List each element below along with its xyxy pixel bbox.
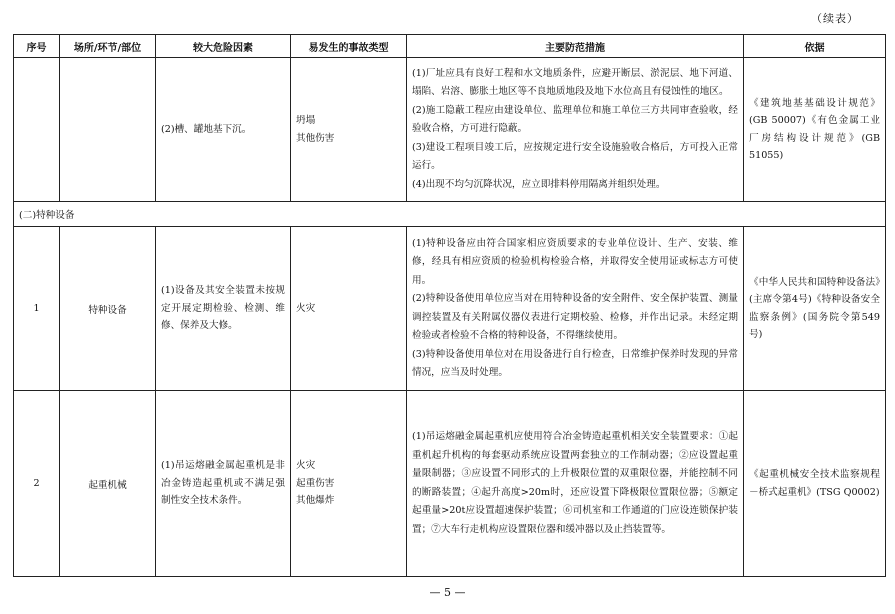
cell-accident (291, 58, 407, 202)
measure-item: (2)施工隐蔽工程应由建设单位、监理单位和施工单位三方共同审查验收，经验收合格，方可进行隐蔽。 (412, 104, 738, 135)
measure-item: (1)特种设备应由符合国家相应资质要求的专业单位设计、生产、安装、维修，经具有相应资质的检验机构检验合格，并取得安全使用证或标志方可使用。 (412, 237, 738, 286)
header-accident: 易发生的事故类型 (291, 35, 407, 58)
hazard-table (13, 34, 886, 577)
accident-type: 坍塌 (296, 115, 316, 126)
cell-basis: 《建筑地基基础设计规范》(GB 50007)《有色金属工业厂房结构设计规范》(GB 51055) (744, 58, 886, 202)
cell-accident (291, 391, 407, 577)
cell-basis: 《中华人民共和国特种设备法》(主席令第4号)《特种设备安全监察条例》(国务院令第549号) (744, 227, 886, 391)
section-title: (二)特种设备 (14, 202, 886, 227)
measure-item: (1)吊运熔融金属起重机应使用符合冶金铸造起重机相关安全装置要求：①起重机起升机构的每套驱动系统应设置两套独立的工作制动器；②应设置起重量限制器；③应设置不同形式的上升极限位置的双重限位器，并能控制不同的断路装置；④起升高度>20m时，还应设置下降极限位置限位器；⑤额定起重量>20t应设置超速保护装置；⑥司机室和工作通道的门应设连锁保护装置；⑦大车行走机构应设置限位器和缓冲器以及止挡装置等。 (412, 431, 738, 535)
measure-item: (1)厂址应具有良好工程和水文地质条件，应避开断层、淤泥层、地下河道、塌陷、岩溶、膨胀土地区等不良地质地段及地下水位高且有侵蚀性的地区。 (412, 67, 738, 98)
header-hazard: 较大危险因素 (156, 35, 291, 58)
cell-no: 1 (14, 227, 60, 391)
cell-measures (407, 227, 744, 391)
header-location: 场所/环节/部位 (60, 35, 156, 58)
cell-no: 2 (14, 391, 60, 577)
cell-measures (407, 391, 744, 577)
cell-measures (407, 58, 744, 202)
accident-type: 火灾 (296, 302, 316, 314)
accident-type: 起重伤害 (296, 477, 335, 489)
page-number: — 5 — (429, 586, 466, 599)
measure-item: (4)出现不均匀沉降状况，应立即排料停用隔离并组织处理。 (412, 178, 666, 190)
measure-item: (3)建设工程项目竣工后，应按规定进行安全设施验收合格后，方可投入正常运行。 (412, 141, 738, 172)
table-row (14, 391, 886, 577)
accident-type: 其他伤害 (296, 132, 335, 144)
cell-no (14, 58, 60, 202)
measure-item: (3)特种设备使用单位对在用设备进行自行检查，日常维护保养时发现的异常情况，应当及时处理。 (412, 348, 738, 378)
cell-location: 起重机械 (60, 391, 156, 577)
cell-hazard: (2)槽、罐地基下沉。 (156, 58, 291, 202)
cell-basis: 《起重机械安全技术监察规程－桥式起重机》(TSG Q0002) (744, 391, 886, 577)
header-basis: 依据 (744, 35, 886, 58)
section-row (14, 202, 886, 227)
cell-accident (291, 227, 407, 391)
cell-location (60, 58, 156, 202)
measure-item: (2)特种设备使用单位应当对在用特种设备的安全附件、安全保护装置、测量调控装置及有关附属仪器仪表进行定期校验、检修，并作出记录。未经定期检验或者检验不合格的特种设备，不得继续使用。 (412, 293, 738, 341)
header-measures: 主要防范措施 (407, 35, 744, 58)
cell-location: 特种设备 (60, 227, 156, 391)
accident-type: 火灾 (296, 460, 316, 472)
continued-label: （续表） (811, 12, 859, 25)
table-row (14, 227, 886, 391)
accident-type: 其他爆炸 (296, 495, 335, 507)
table-row (14, 58, 886, 202)
header-no: 序号 (14, 35, 60, 58)
header-row (14, 35, 886, 58)
cell-hazard: (1)吊运熔融金属起重机是非冶金铸造起重机或不满足强制性安全技术条件。 (156, 391, 291, 577)
cell-hazard: (1)设备及其安全装置未按规定开展定期检验、检测、维修、保养及大修。 (156, 227, 291, 391)
